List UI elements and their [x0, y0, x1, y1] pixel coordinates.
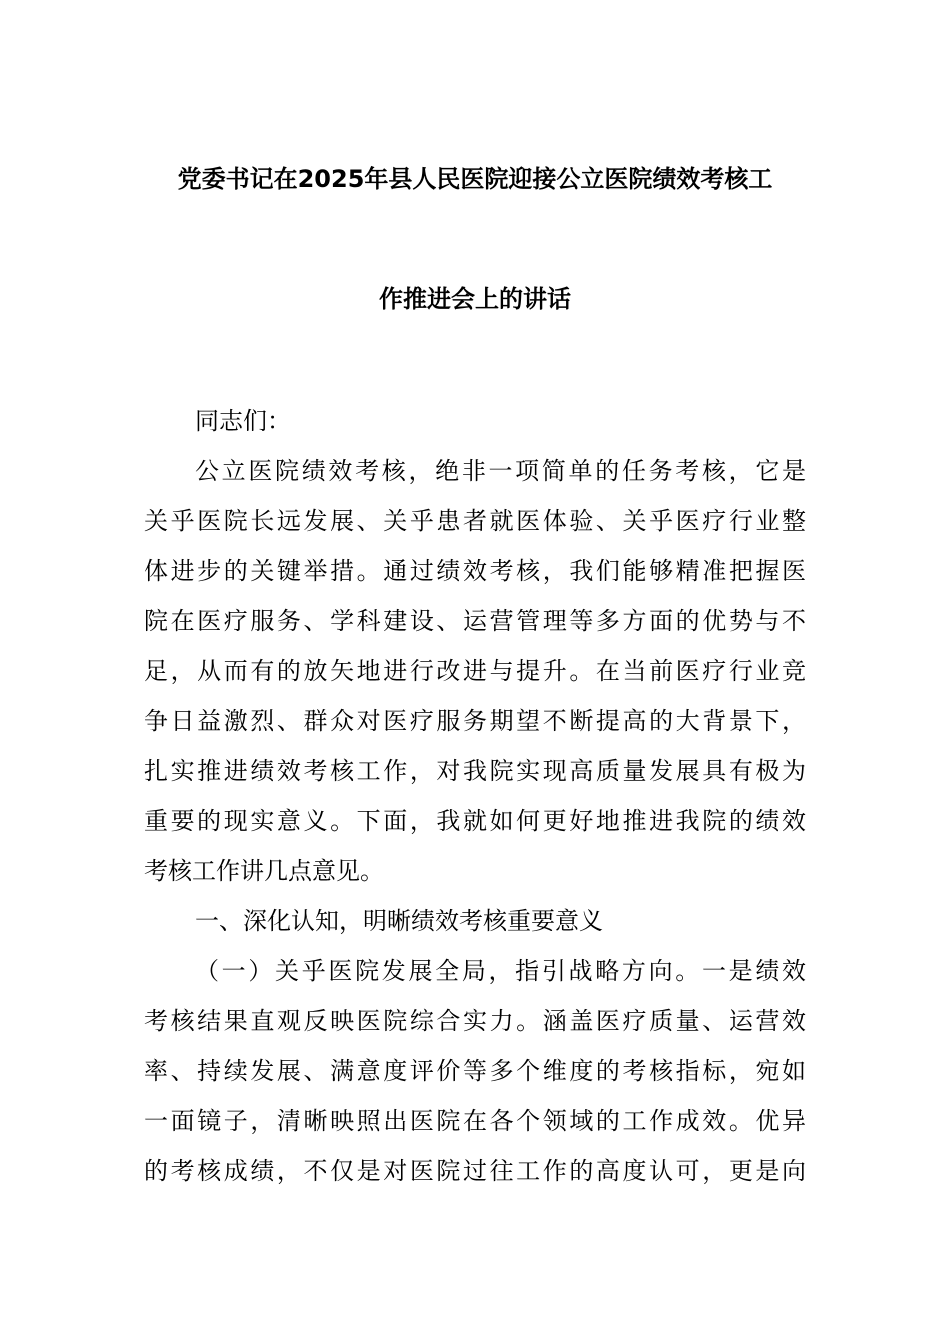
document-title-line-2: 作推进会上的讲话	[379, 285, 571, 313]
body-line: 重要的现实意义。下面，我就如何更好地推进我院的绩效	[144, 807, 806, 835]
body-line: （一）关乎医院发展全局，指引战略方向。一是绩效	[195, 957, 806, 985]
body-line: 考核结果直观反映医院综合实力。涵盖医疗质量、运营效	[144, 1007, 806, 1035]
body-line: 率、持续发展、满意度评价等多个维度的考核指标，宛如	[144, 1057, 806, 1085]
body-line: 扎实推进绩效考核工作，对我院实现高质量发展具有极为	[144, 757, 806, 785]
body-line: 足，从而有的放矢地进行改进与提升。在当前医疗行业竞	[144, 657, 806, 685]
salutation: 同志们：	[195, 407, 291, 435]
body-line: 院在医疗服务、学科建设、运营管理等多方面的优势与不	[144, 607, 806, 635]
body-line: 一面镜子，清晰映照出医院在各个领域的工作成效。优异	[144, 1107, 806, 1135]
section-heading: 一、深化认知，明晰绩效考核重要意义	[195, 907, 603, 935]
body-line: 的考核成绩，不仅是对医院过往工作的高度认可，更是向	[144, 1157, 806, 1185]
body-line: 考核工作讲几点意见。	[144, 857, 384, 885]
body-line: 关乎医院长远发展、关乎患者就医体验、关乎医疗行业整	[144, 507, 806, 535]
body-line: 体进步的关键举措。通过绩效考核，我们能够精准把握医	[144, 557, 806, 585]
document-title-line-1: 党委书记在2025年县人民医院迎接公立医院绩效考核工	[177, 165, 773, 193]
body-line: 公立医院绩效考核，绝非一项简单的任务考核，它是	[195, 457, 806, 485]
body-line: 争日益激烈、群众对医疗服务期望不断提高的大背景下，	[144, 707, 806, 735]
